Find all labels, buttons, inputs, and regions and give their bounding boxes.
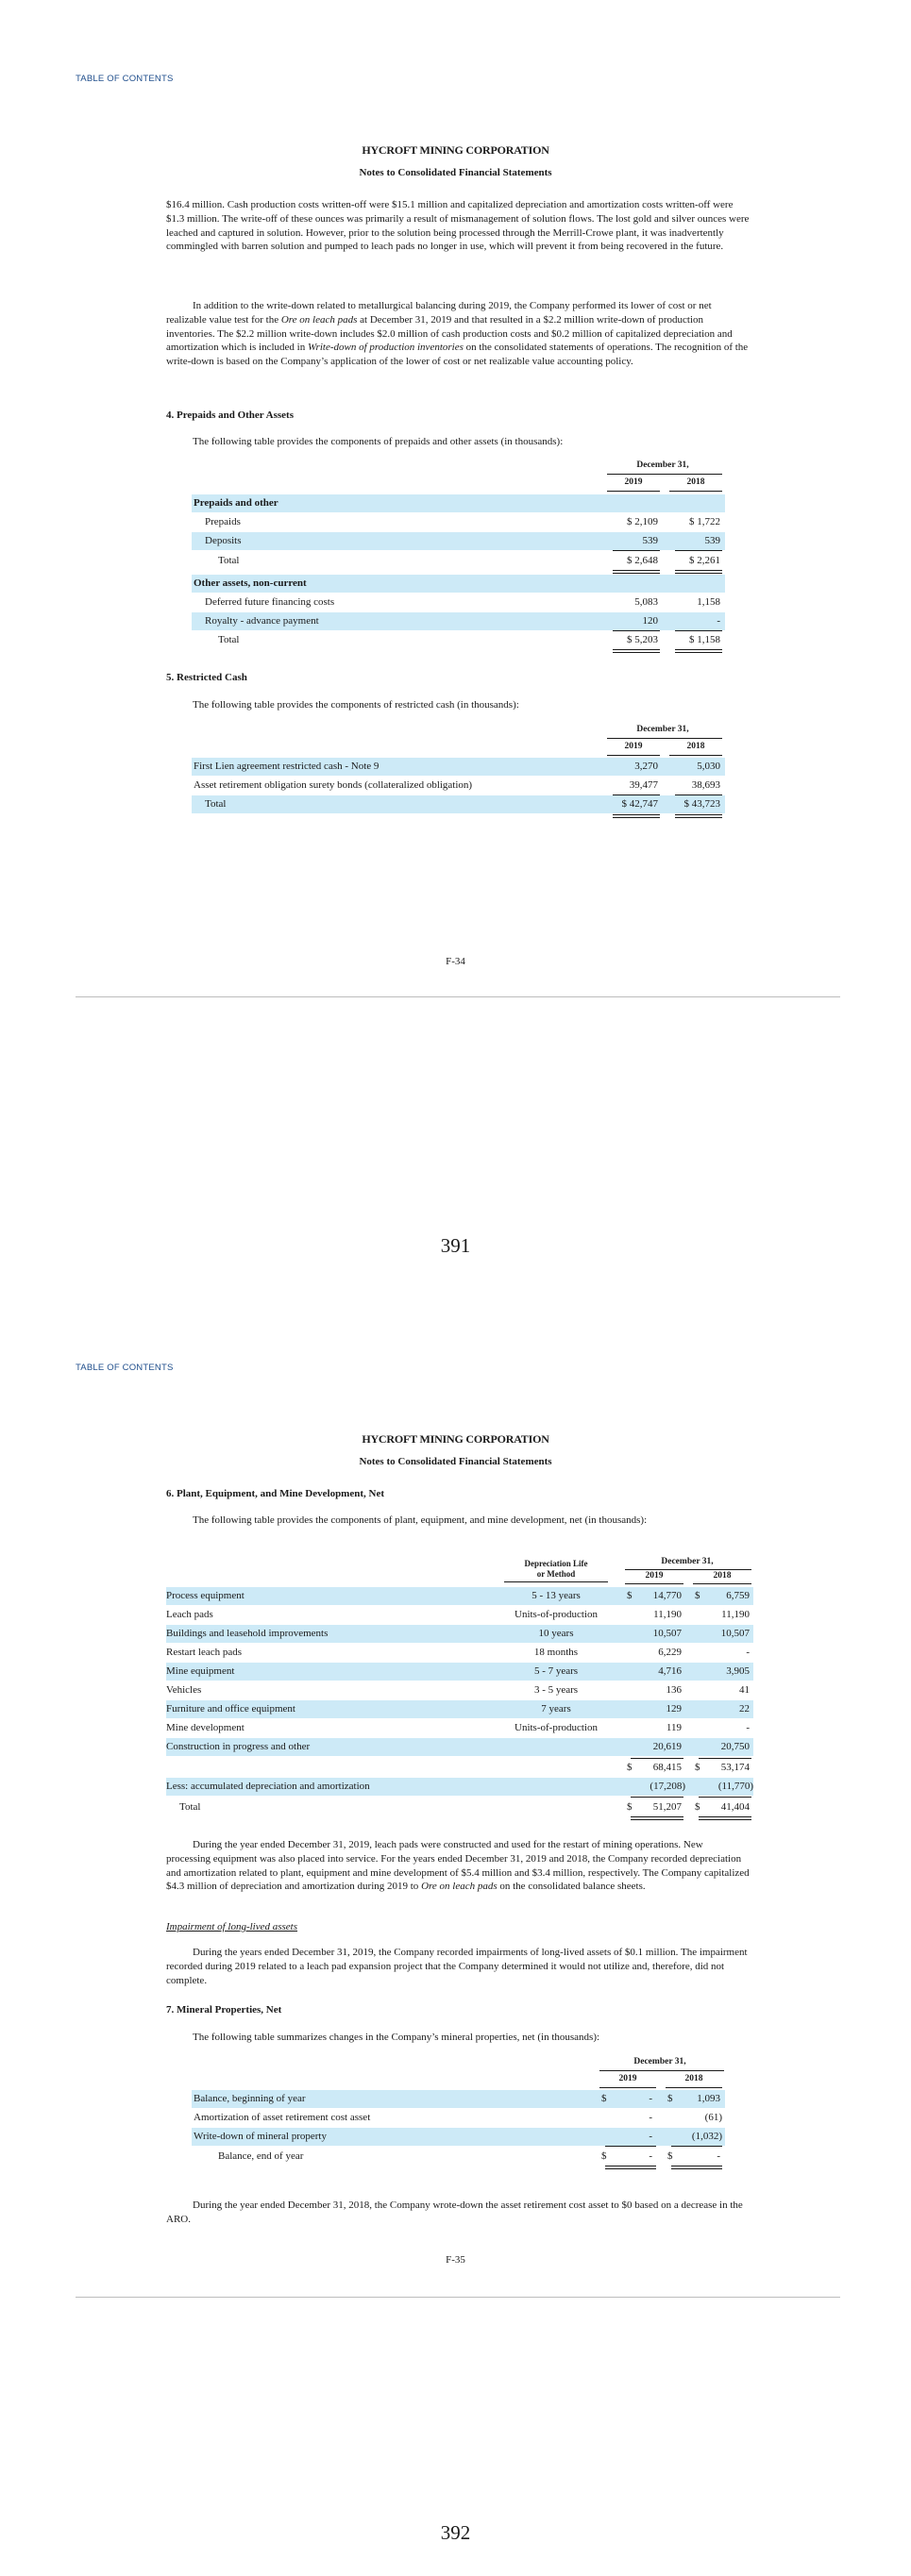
table-row: Mine development Units-of-production 119 - — [166, 1722, 750, 1733]
col-header-2019: 2019 — [645, 1571, 664, 1581]
col-header-2018: 2018 — [713, 1571, 732, 1581]
page-number: 391 — [440, 1234, 471, 1257]
table-row: Asset retirement obligation surety bonds (collateralized obligation) 39,477 38,693 — [194, 779, 720, 791]
notes-subtitle: Notes to Consolidated Financial Statements — [359, 167, 552, 178]
table-header-december: December 31, — [636, 460, 689, 470]
page-footer: F-34 — [446, 956, 465, 967]
table-of-contents-link[interactable]: TABLE OF CONTENTS — [76, 1363, 174, 1373]
table-row: Restart leach pads 18 months 6,229 - — [166, 1647, 750, 1658]
table-row: Construction in progress and other 20,619 20,750 — [166, 1738, 753, 1756]
section-5-intro: The following table provides the components of restricted cash (in thousands): — [193, 699, 519, 711]
table-row: Process equipment 5 - 13 years $ $ 14,770 6,759 — [166, 1587, 753, 1605]
table-total-row: Total $ 2,648 $ 2,261 — [218, 555, 720, 566]
table-subtotal-row: $ 68,415 $ 53,174 — [627, 1762, 750, 1773]
table-total-row: Total $ 5,203 $ 1,158 — [218, 634, 720, 645]
paragraph-depreciation: During the year ended December 31, 2019, leach pads were constructed and used for the restart of mining operations. New processing equipment was also placed into service. For the years ended December 31, 2019 and 2018, the Company recorded depreciation and amortization related to plant, equipment and mine development of $5.4 million and $3.4 million, respectively. The Company capitalized $4.3 million of depreciation and amortization during 2019 to Ore on leach pads on the consolidated balance sheets. — [166, 1839, 750, 1893]
table-total-row: Balance, end of year $ - $ - — [218, 2150, 720, 2162]
section-7-intro: The following table summarizes changes in the Company’s mineral properties, net (in thousands): — [193, 2032, 600, 2043]
paragraph-write-down: In addition to the write-down related to metallurgical balancing during 2019, the Company performed its lower of cost or net realizable value test for the Ore on leach pads at December 31, 2019 and that resulted in a $2.2 million write-down of production inventories. The $2.2 million write-down includes $2.0 million of cash production costs and $0.2 million of capitalized depreciation and amortization which is included in Write-down of production inventories on the consolidated statements of operations. The recognition of the write-down is based on the Company’s application of the lower of cost or net realizable value accounting policy. — [166, 300, 749, 368]
col-header-2019: 2019 — [624, 742, 643, 751]
table-row: Deferred future financing costs 5,083 1,158 — [205, 596, 720, 608]
section-4-intro: The following table provides the components of prepaids and other assets (in thousands): — [193, 436, 564, 447]
table-of-contents-link[interactable]: TABLE OF CONTENTS — [76, 74, 174, 84]
table-row: Mine equipment 5 - 7 years 4,716 3,905 — [166, 1663, 753, 1681]
table-header-december: December 31, — [661, 1557, 714, 1566]
table-row: Balance, beginning of year $ - $ 1,093 — [192, 2090, 725, 2108]
plant-equipment-table — [166, 1557, 753, 1812]
section-6-intro: The following table provides the components of plant, equipment, and mine development, net (in thousands): — [193, 1514, 648, 1526]
table-group-row: Other assets, non-current — [192, 575, 725, 593]
section-7-heading: 7. Mineral Properties, Net — [166, 2004, 282, 2016]
table-row: Royalty - advance payment 120 - — [192, 612, 725, 630]
col-header-2018: 2018 — [686, 742, 705, 751]
table-row: Amortization of asset retirement cost asset - (61) — [194, 2112, 722, 2123]
prepaids-table — [192, 460, 725, 649]
page-number: 392 — [440, 2521, 471, 2544]
section-6-heading: 6. Plant, Equipment, and Mine Development, Net — [166, 1488, 384, 1499]
table-row: Buildings and leasehold improvements 10 years 10,507 10,507 — [166, 1625, 753, 1643]
col-header-2018: 2018 — [684, 2074, 703, 2083]
section-4-heading: 4. Prepaids and Other Assets — [166, 410, 294, 421]
table-row-accumulated: Less: accumulated depreciation and amortization (17,208) (11,770) — [166, 1778, 753, 1796]
col-header-2019: 2019 — [618, 2074, 637, 2083]
table-total-row: Total $ 42,747 $ 43,723 — [192, 795, 725, 813]
table-row: First Lien agreement restricted cash - Note 9 3,270 5,030 — [192, 758, 725, 776]
notes-subtitle: Notes to Consolidated Financial Statements — [359, 1456, 552, 1467]
table-header-december: December 31, — [636, 725, 689, 734]
col-header-2018: 2018 — [686, 477, 705, 487]
section-5-heading: 5. Restricted Cash — [166, 672, 247, 683]
page-footer: F-35 — [446, 2254, 465, 2266]
paragraph-aro: During the year ended December 31, 2018, the Company wrote-down the asset retirement cost asset to $0 based on a decrease in the ARO. — [166, 2200, 743, 2225]
page-divider — [76, 996, 840, 997]
company-name: HYCROFT MINING CORPORATION — [362, 1432, 549, 1446]
company-name: HYCROFT MINING CORPORATION — [362, 143, 549, 157]
table-group-row: Prepaids and other — [192, 494, 725, 512]
page-divider — [76, 2297, 840, 2298]
table-row: Leach pads Units-of-production 11,190 11,190 — [166, 1609, 750, 1620]
table-row: Deposits 539 539 — [192, 532, 725, 550]
table-row: Vehicles 3 - 5 years 136 41 — [166, 1684, 750, 1696]
table-total-row: Total $ 51,207 $ 41,404 — [179, 1801, 750, 1813]
paragraph-write-off: $16.4 million. Cash production costs written-off were $15.1 million and capitalized depreciation and amortization costs written-off were $1.3 million. The write-off of these ounces was primarily a result of mismanagement of solution flows. The lost gold and silver ounces were leached and captured in solution. However, prior to the solution being processed through the Merrill-Crowe plant, it was inadvertently commingled with barren solution and pumped to leach pads no longer in use, which will prevent it from being recovered in the future. — [166, 199, 750, 253]
impairment-heading: Impairment of long-lived assets — [166, 1921, 298, 1932]
col-header-2019: 2019 — [624, 477, 643, 487]
restricted-cash-table — [192, 725, 725, 819]
dep-method-header: or Method — [536, 1569, 576, 1579]
table-row: Furniture and office equipment 7 years 129 22 — [166, 1700, 753, 1718]
table-row: Write-down of mineral property - (1,032) — [192, 2128, 725, 2146]
paragraph-impairment: During the years ended December 31, 2019, the Company recorded impairments of long-lived assets of $0.1 million. The impairment recorded during 2019 related to a leach pad expansion project that the Company determined it would not utilize and, therefore, did not complete. — [166, 1947, 748, 1986]
table-row: Prepaids $ 2,109 $ 1,722 — [205, 516, 720, 527]
mineral-properties-table — [192, 2057, 725, 2170]
table-header-december: December 31, — [633, 2057, 686, 2066]
dep-life-header: Depreciation Life — [524, 1559, 588, 1568]
